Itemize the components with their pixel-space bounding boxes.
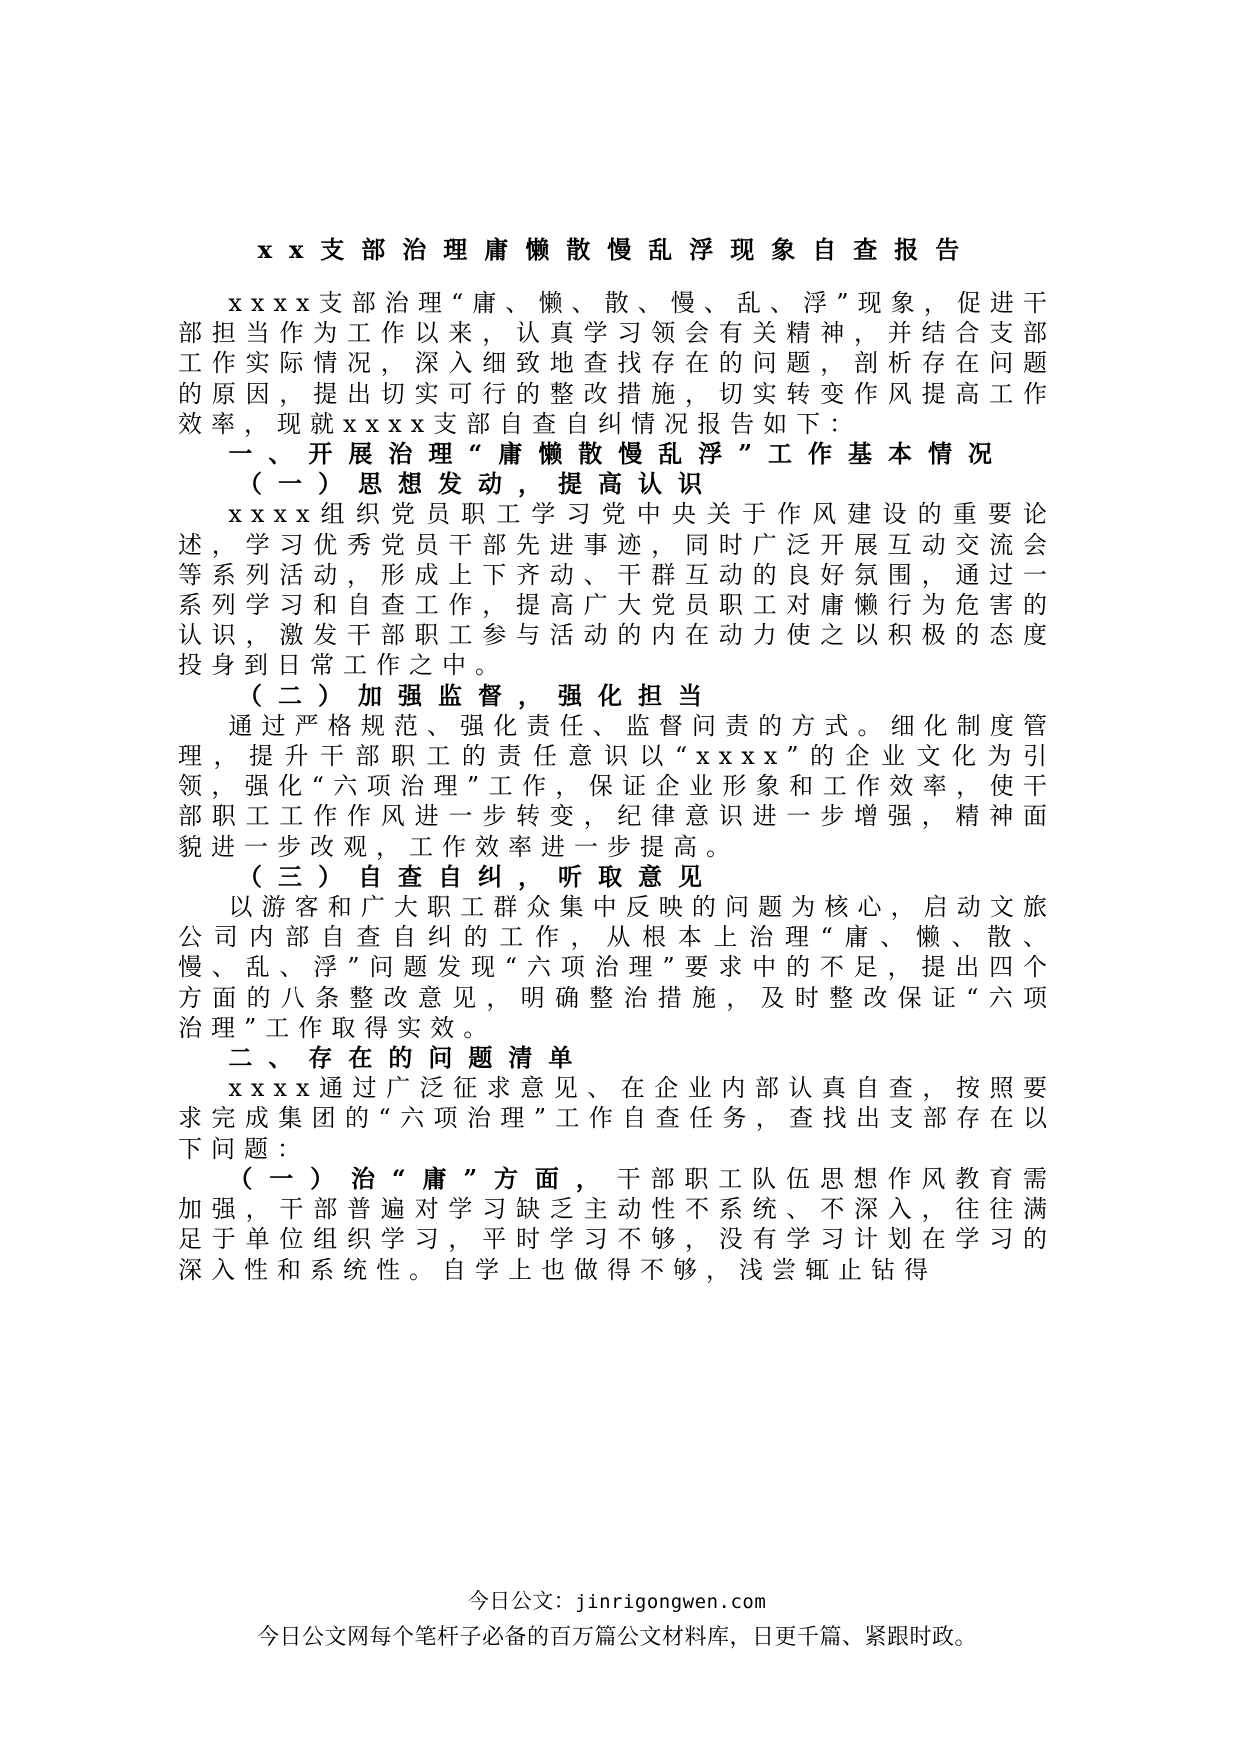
subsection-heading-1-2: （二）加强监督，强化担当 (238, 680, 718, 710)
intro-paragraph: xxxx支部治理“庸、懒、散、慢、乱、浮”现象，促进干部担当作为工作以来，认真学习领会有关精神，并结合支部工作实际情况，深入细致地查找存在的问题，剖析存在问题的原因，提出切实可行的整改措施，切实转变作风提高工作效率，现就xxxx支部自查自纠情况报告如下： (178, 289, 1056, 438)
footer-site (0, 1585, 1234, 1615)
footer-site-url[interactable]: jinrigongwen.com (575, 1591, 767, 1613)
subsection-text-1-3: 以游客和广大职工群众集中反映的问题为核心，启动文旅公司内部自查自纠的工作，从根本上治理“庸、懒、散、慢、乱、浮”问题发现“六项治理”要求中的不足，提出四个方面的八条整改意见，明确整治措施，及时整改保证“六项治理”工作取得实效。 (178, 893, 1056, 1042)
section-2-intro: xxxx通过广泛征求意见、在企业内部认真自查，按照要求完成集团的“六项治理”工作自查任务，查找出支部存在以下问题： (178, 1074, 1056, 1163)
problem-item-1 (178, 1164, 1056, 1285)
subsection-heading-1-3: （三）自查自纠，听取意见 (238, 861, 718, 891)
document-title: xx支部治理庸懒散慢乱浮现象自查报告 (257, 235, 977, 264)
problem-item-1-text: 干部职工队伍思想作风教育需加强，干部普遍对学习缺乏主动性不系统、不深入，往往满足于单位组织学习，平时学习不够，没有学习计划在学习的深入性和系统性。自学上也做得不够，浅尝辄止钻得 (178, 1164, 1057, 1284)
subsection-text-1-2: 通过严格规范、强化责任、监督问责的方式。细化制度管理，提升干部职工的责任意识以“xxxx”的企业文化为引领，强化“六项治理”工作，保证企业形象和工作效率，使干部职工工作作风进一步转变，纪律意识进一步增强，精神面貌进一步改观，工作效率进一步提高。 (178, 711, 1056, 861)
problem-item-1-label: （一）治“庸”方面， (228, 1163, 617, 1193)
section-heading-1: 一、开展治理“庸懒散慢乱浮”工作基本情况 (228, 439, 1008, 469)
subsection-text-1-1: xxxx组织党员职工学习党中央关于作风建设的重要论述，学习优秀党员干部先进事迹，同时广泛开展互动交流会等系列活动，形成上下齐动、干群互动的良好氛围，通过一系列学习和自查工作，提高广大党员职工对庸懒行为危害的认识，激发干部职工参与活动的内在动力使之以积极的态度投身到日常工作之中。 (178, 500, 1056, 680)
subsection-heading-1-1: （一）思想发动，提高认识 (238, 469, 718, 499)
footer-site-label: 今日公文： (467, 1589, 576, 1613)
document-page (178, 230, 1056, 1285)
footer-slogan: 今日公文网每个笔杆子必备的百万篇公文材料库，日更千篇、紧跟时政。 (256, 1625, 977, 1650)
section-heading-2: 二、存在的问题清单 (228, 1043, 589, 1073)
